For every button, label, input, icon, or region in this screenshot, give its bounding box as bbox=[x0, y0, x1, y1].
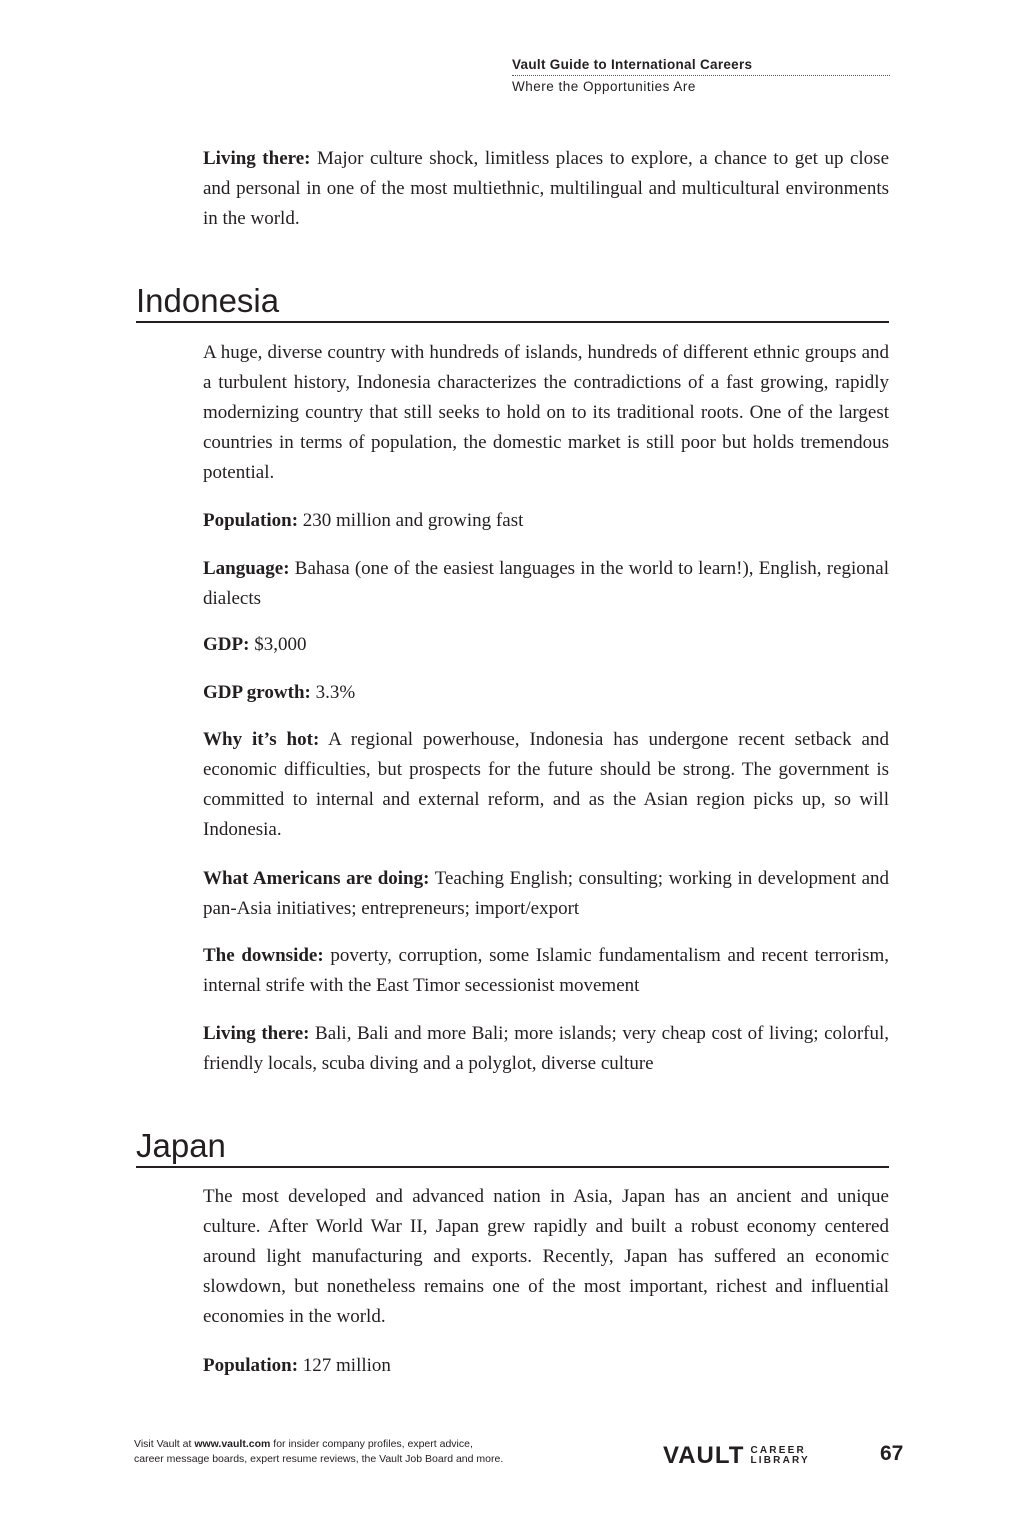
field-text: 127 million bbox=[298, 1355, 391, 1376]
indonesia-living-there bbox=[203, 1019, 889, 1079]
field-label: Population: bbox=[203, 510, 299, 531]
vault-career-library-logo bbox=[663, 1441, 810, 1471]
field-label: Living there: bbox=[203, 1023, 310, 1044]
logo-library: LIBRARY bbox=[750, 1455, 810, 1466]
field-text: Teaching English; consulting; working in development and pan-Asia initiatives; entrepreneurs; import/export bbox=[203, 868, 890, 919]
field-text: $3,000 bbox=[249, 634, 307, 655]
footer-line-1 bbox=[134, 1437, 634, 1452]
logo-career: CAREER bbox=[750, 1445, 806, 1456]
intro-living-there bbox=[203, 144, 889, 234]
running-header bbox=[512, 56, 890, 95]
footer-suffix: for insider company profiles, expert advice, bbox=[270, 1438, 473, 1450]
logo-wordmark: VAULT bbox=[663, 1442, 745, 1469]
field-text: poverty, corruption, some Islamic fundamentalism and recent terrorism, internal strife with the East Timor secessionist movement bbox=[203, 945, 889, 996]
field-label: GDP growth: bbox=[203, 682, 311, 703]
indonesia-language bbox=[203, 554, 889, 614]
footer-promo bbox=[134, 1437, 634, 1467]
section-heading-indonesia: Indonesia bbox=[136, 281, 889, 323]
section-heading-japan: Japan bbox=[136, 1126, 889, 1168]
field-text: Bali, Bali and more Bali; more islands; very cheap cost of living; colorful, friendly locals, scuba diving and a polyglot, diverse culture bbox=[203, 1023, 889, 1074]
footer-line-2: career message boards, expert resume reviews, the Vault Job Board and more. bbox=[134, 1453, 504, 1465]
field-text: A regional powerhouse, Indonesia has undergone recent setback and economic difficulties, but prospects for the future should be strong. The government is committed to internal and external reform, and as the Asian region picks up, so will Indonesia. bbox=[203, 729, 889, 840]
field-label: The downside: bbox=[203, 945, 324, 966]
indonesia-gdp-growth bbox=[203, 678, 889, 708]
field-text: 230 million and growing fast bbox=[298, 510, 524, 531]
indonesia-why-hot bbox=[203, 725, 889, 845]
page-number: 67 bbox=[880, 1442, 904, 1465]
header-divider bbox=[512, 75, 890, 76]
indonesia-population bbox=[203, 506, 889, 536]
indonesia-downside bbox=[203, 941, 889, 1001]
japan-population bbox=[203, 1351, 889, 1381]
header-subtitle: Where the Opportunities Are bbox=[512, 79, 696, 94]
indonesia-americans bbox=[203, 864, 889, 924]
logo-subtext bbox=[750, 1446, 809, 1466]
japan-description: The most developed and advanced nation in Asia, Japan has an ancient and unique culture. After World War II, Japan grew rapidly and built a robust economy centered around light manufacturing and exports. Recently, Japan has suffered an economic slowdown, but nonetheless remains one of the most important, richest and influential economies in the world. bbox=[203, 1186, 889, 1327]
field-text: 3.3% bbox=[310, 682, 356, 703]
indonesia-gdp bbox=[203, 630, 889, 660]
field-label: What Americans are doing: bbox=[203, 868, 430, 889]
indonesia-description: A huge, diverse country with hundreds of islands, hundreds of different ethnic groups and a turbulent history, Indonesia characterizes the contradictions of a fast growing, rapidly modernizing country that still seeks to hold on to its traditional roots. One of the largest countries in terms of population, the domestic market is still poor but holds tremendous potential. bbox=[203, 342, 889, 483]
field-label: Language: bbox=[203, 558, 290, 579]
field-label: Why it’s hot: bbox=[203, 729, 320, 750]
field-text: Bahasa (one of the easiest languages in the world to learn!), English, regional dialects bbox=[203, 558, 889, 609]
footer-link[interactable]: www.vault.com bbox=[194, 1438, 271, 1450]
field-label: Living there: bbox=[203, 148, 311, 169]
header-title: Vault Guide to International Careers bbox=[512, 57, 753, 72]
footer-prefix: Visit Vault at bbox=[134, 1438, 195, 1450]
field-label: GDP: bbox=[203, 634, 250, 655]
field-label: Population: bbox=[203, 1355, 299, 1376]
field-text: Major culture shock, limitless places to explore, a chance to get up close and personal in one of the most multiethnic, multilingual and multicultural environments in the world. bbox=[203, 148, 889, 229]
